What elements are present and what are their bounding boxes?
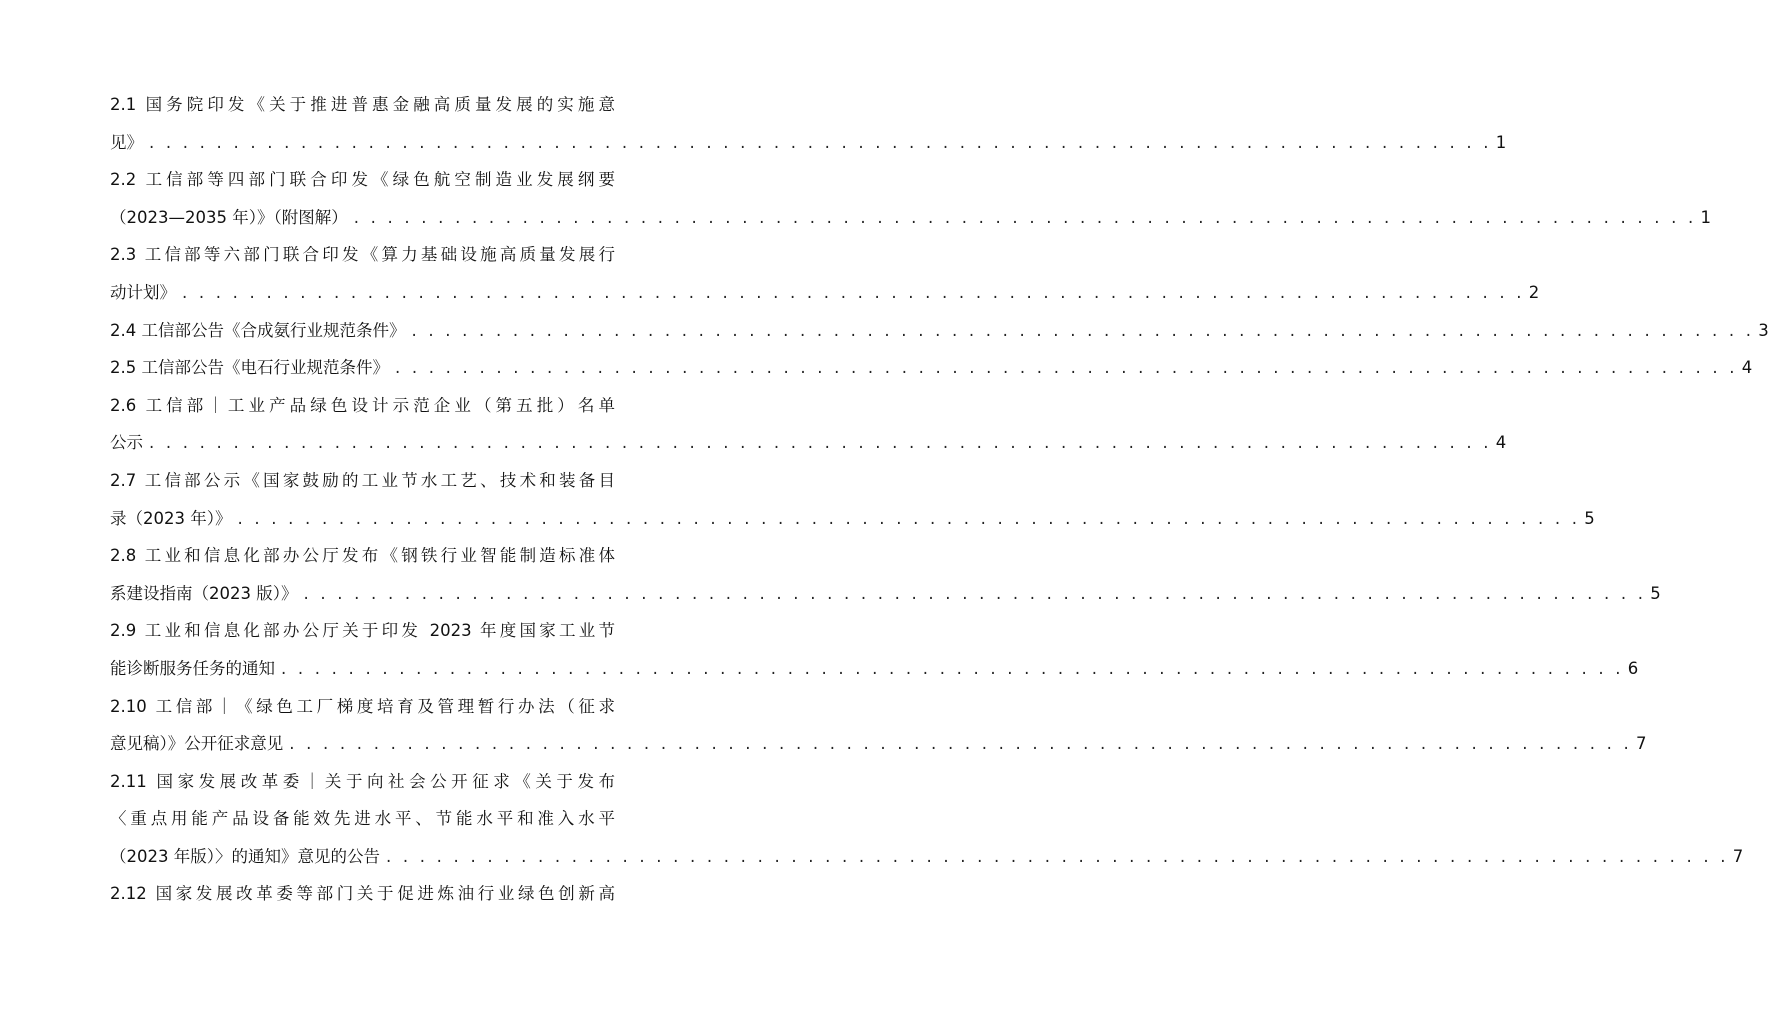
toc-entry-last-line bbox=[110, 650, 1639, 688]
toc-entry-last-line bbox=[110, 575, 1661, 613]
toc-entry[interactable] bbox=[110, 161, 1711, 236]
toc-entry[interactable] bbox=[110, 612, 1639, 687]
toc-entry-text-line: 2.8 工业和信息化部办公厅发布《钢铁行业智能制造标准体 bbox=[110, 546, 615, 566]
toc-entry-title-tail: 系建设指南（2023 版）》 bbox=[110, 583, 298, 603]
toc-entry-title-tail: （2023—2035 年）》（附图解） bbox=[110, 207, 348, 227]
toc-dot-leader: . . . . . . . . . . . . . . . . . . . . . . . . . . . . . . . . . . . . . . . . . . . . . . . . . . . . . . . . . . . . . . . . . . . . . . . . . . . . . . . . bbox=[289, 734, 1632, 754]
toc-entry-text-line: 2.7 工信部公示《国家鼓励的工业节水工艺、技术和装备目 bbox=[110, 470, 615, 490]
toc-entry-title-tail: 见》 bbox=[110, 132, 143, 152]
toc-entry-text-line: 2.6 工信部｜工业产品绿色设计示范企业（第五批）名单 bbox=[110, 395, 615, 415]
toc-page-number: 5 bbox=[1584, 508, 1595, 528]
toc-entry-last-line bbox=[110, 274, 1540, 312]
toc-entry-last-line bbox=[110, 500, 1595, 538]
toc-entry[interactable] bbox=[110, 236, 1540, 311]
toc-page-number: 5 bbox=[1650, 583, 1661, 603]
toc-entry-text-line: 2.3 工信部等六部门联合印发《算力基础设施高质量发展行 bbox=[110, 245, 615, 265]
toc-page-number: 4 bbox=[1741, 358, 1753, 378]
toc-entry-title-tail: （2023 年版）〉的通知》意见的公告 bbox=[110, 846, 380, 866]
toc-entry-title-tail: 意见稿）》公开征求意见 bbox=[110, 734, 284, 754]
toc-entry[interactable] bbox=[110, 86, 1507, 161]
toc-entry-text-line: 2.2 工信部等四部门联合印发《绿色航空制造业发展纲要 bbox=[110, 170, 615, 190]
toc-dot-leader: . . . . . . . . . . . . . . . . . . . . . . . . . . . . . . . . . . . . . . . . . . . . . . . . . . . . . . . . . . . . . . . . . . . . . . . . . . . . . . . . bbox=[386, 846, 1729, 866]
toc-page-number: 4 bbox=[1495, 433, 1507, 453]
toc-entry-text-line: 2.10 工信部｜《绿色工厂梯度培育及管理暂行办法（征求 bbox=[110, 696, 615, 716]
toc-dot-leader: . . . . . . . . . . . . . . . . . . . . . . . . . . . . . . . . . . . . . . . . . . . . . . . . . . . . . . . . . . . . . . . . . . . . . . . . . . . . . . . . bbox=[182, 282, 1525, 302]
toc-page-number: 7 bbox=[1635, 734, 1647, 754]
toc-entry[interactable] bbox=[110, 688, 1647, 763]
toc-page-number: 3 bbox=[1758, 320, 1769, 340]
toc-page-number: 7 bbox=[1732, 846, 1744, 866]
toc-entry-text-line: 2.11 国家发展改革委｜关于向社会公开征求《关于发布 bbox=[110, 771, 615, 791]
toc-entry[interactable] bbox=[110, 763, 1744, 876]
toc-entry-text-line: 2.1 国务院印发《关于推进普惠金融高质量发展的实施意 bbox=[110, 95, 615, 114]
toc-entry-text-line: 2.12 国家发展改革委等部门关于促进炼油行业绿色创新高 bbox=[110, 884, 615, 904]
toc-entry[interactable] bbox=[110, 875, 615, 913]
toc-entry-title-tail: 2.4 工信部公告《合成氨行业规范条件》 bbox=[110, 320, 406, 340]
toc-entry-title-tail: 公示 bbox=[110, 433, 143, 453]
toc-dot-leader: . . . . . . . . . . . . . . . . . . . . . . . . . . . . . . . . . . . . . . . . . . . . . . . . . . . . . . . . . . . . . . . . . . . . . . . . . . . . . . . . bbox=[237, 508, 1581, 528]
toc-page-number: 1 bbox=[1700, 207, 1711, 227]
toc-dot-leader: . . . . . . . . . . . . . . . . . . . . . . . . . . . . . . . . . . . . . . . . . . . . . . . . . . . . . . . . . . . . . . . . . . . . . . . . . . . . . . . . bbox=[281, 658, 1624, 678]
toc-entry[interactable] bbox=[110, 387, 1507, 462]
toc-entry-last-line bbox=[110, 725, 1647, 763]
toc-page-number: 1 bbox=[1495, 132, 1507, 152]
toc-entry-text-line: 〈重点用能产品设备能效先进水平、节能水平和准入水平 bbox=[110, 809, 615, 829]
toc-page-number: 6 bbox=[1627, 658, 1639, 678]
toc-entry[interactable] bbox=[110, 312, 1769, 350]
table-of-contents bbox=[110, 86, 1769, 913]
toc-entry-last-line bbox=[110, 312, 1769, 350]
toc-entry-title-tail: 动计划》 bbox=[110, 282, 176, 302]
toc-entry-title-tail: 2.5 工信部公告《电石行业规范条件》 bbox=[110, 358, 389, 378]
toc-entry[interactable] bbox=[110, 349, 1753, 387]
toc-page-number: 2 bbox=[1528, 282, 1540, 302]
toc-entry-last-line bbox=[110, 424, 1507, 462]
toc-dot-leader: . . . . . . . . . . . . . . . . . . . . . . . . . . . . . . . . . . . . . . . . . . . . . . . . . . . . . . . . . . . . . . . . . . . . . . . . . . . . . . . . bbox=[411, 320, 1755, 340]
toc-entry[interactable] bbox=[110, 537, 1661, 612]
toc-dot-leader: . . . . . . . . . . . . . . . . . . . . . . . . . . . . . . . . . . . . . . . . . . . . . . . . . . . . . . . . . . . . . . . . . . . . . . . . . . . . . . . . bbox=[303, 583, 1647, 603]
toc-dot-leader: . . . . . . . . . . . . . . . . . . . . . . . . . . . . . . . . . . . . . . . . . . . . . . . . . . . . . . . . . . . . . . . . . . . . . . . . . . . . . . . . bbox=[149, 433, 1492, 453]
toc-dot-leader: . . . . . . . . . . . . . . . . . . . . . . . . . . . . . . . . . . . . . . . . . . . . . . . . . . . . . . . . . . . . . . . . . . . . . . . . . . . . . . . . bbox=[149, 132, 1492, 152]
toc-entry-title-tail: 能诊断服务任务的通知 bbox=[110, 658, 275, 678]
toc-entry-text-line: 2.9 工业和信息化部办公厅关于印发 2023 年度国家工业节 bbox=[110, 621, 615, 641]
toc-entry-last-line bbox=[110, 838, 1744, 876]
toc-entry[interactable] bbox=[110, 462, 1595, 537]
toc-entry-title-tail: 录（2023 年）》 bbox=[110, 508, 232, 528]
toc-entry-last-line bbox=[110, 199, 1711, 237]
toc-dot-leader: . . . . . . . . . . . . . . . . . . . . . . . . . . . . . . . . . . . . . . . . . . . . . . . . . . . . . . . . . . . . . . . . . . . . . . . . . . . . . . . . bbox=[395, 358, 1738, 378]
toc-entry-last-line bbox=[110, 124, 1507, 162]
toc-dot-leader: . . . . . . . . . . . . . . . . . . . . . . . . . . . . . . . . . . . . . . . . . . . . . . . . . . . . . . . . . . . . . . . . . . . . . . . . . . . . . . . . bbox=[353, 207, 1697, 227]
toc-entry-last-line bbox=[110, 349, 1753, 387]
